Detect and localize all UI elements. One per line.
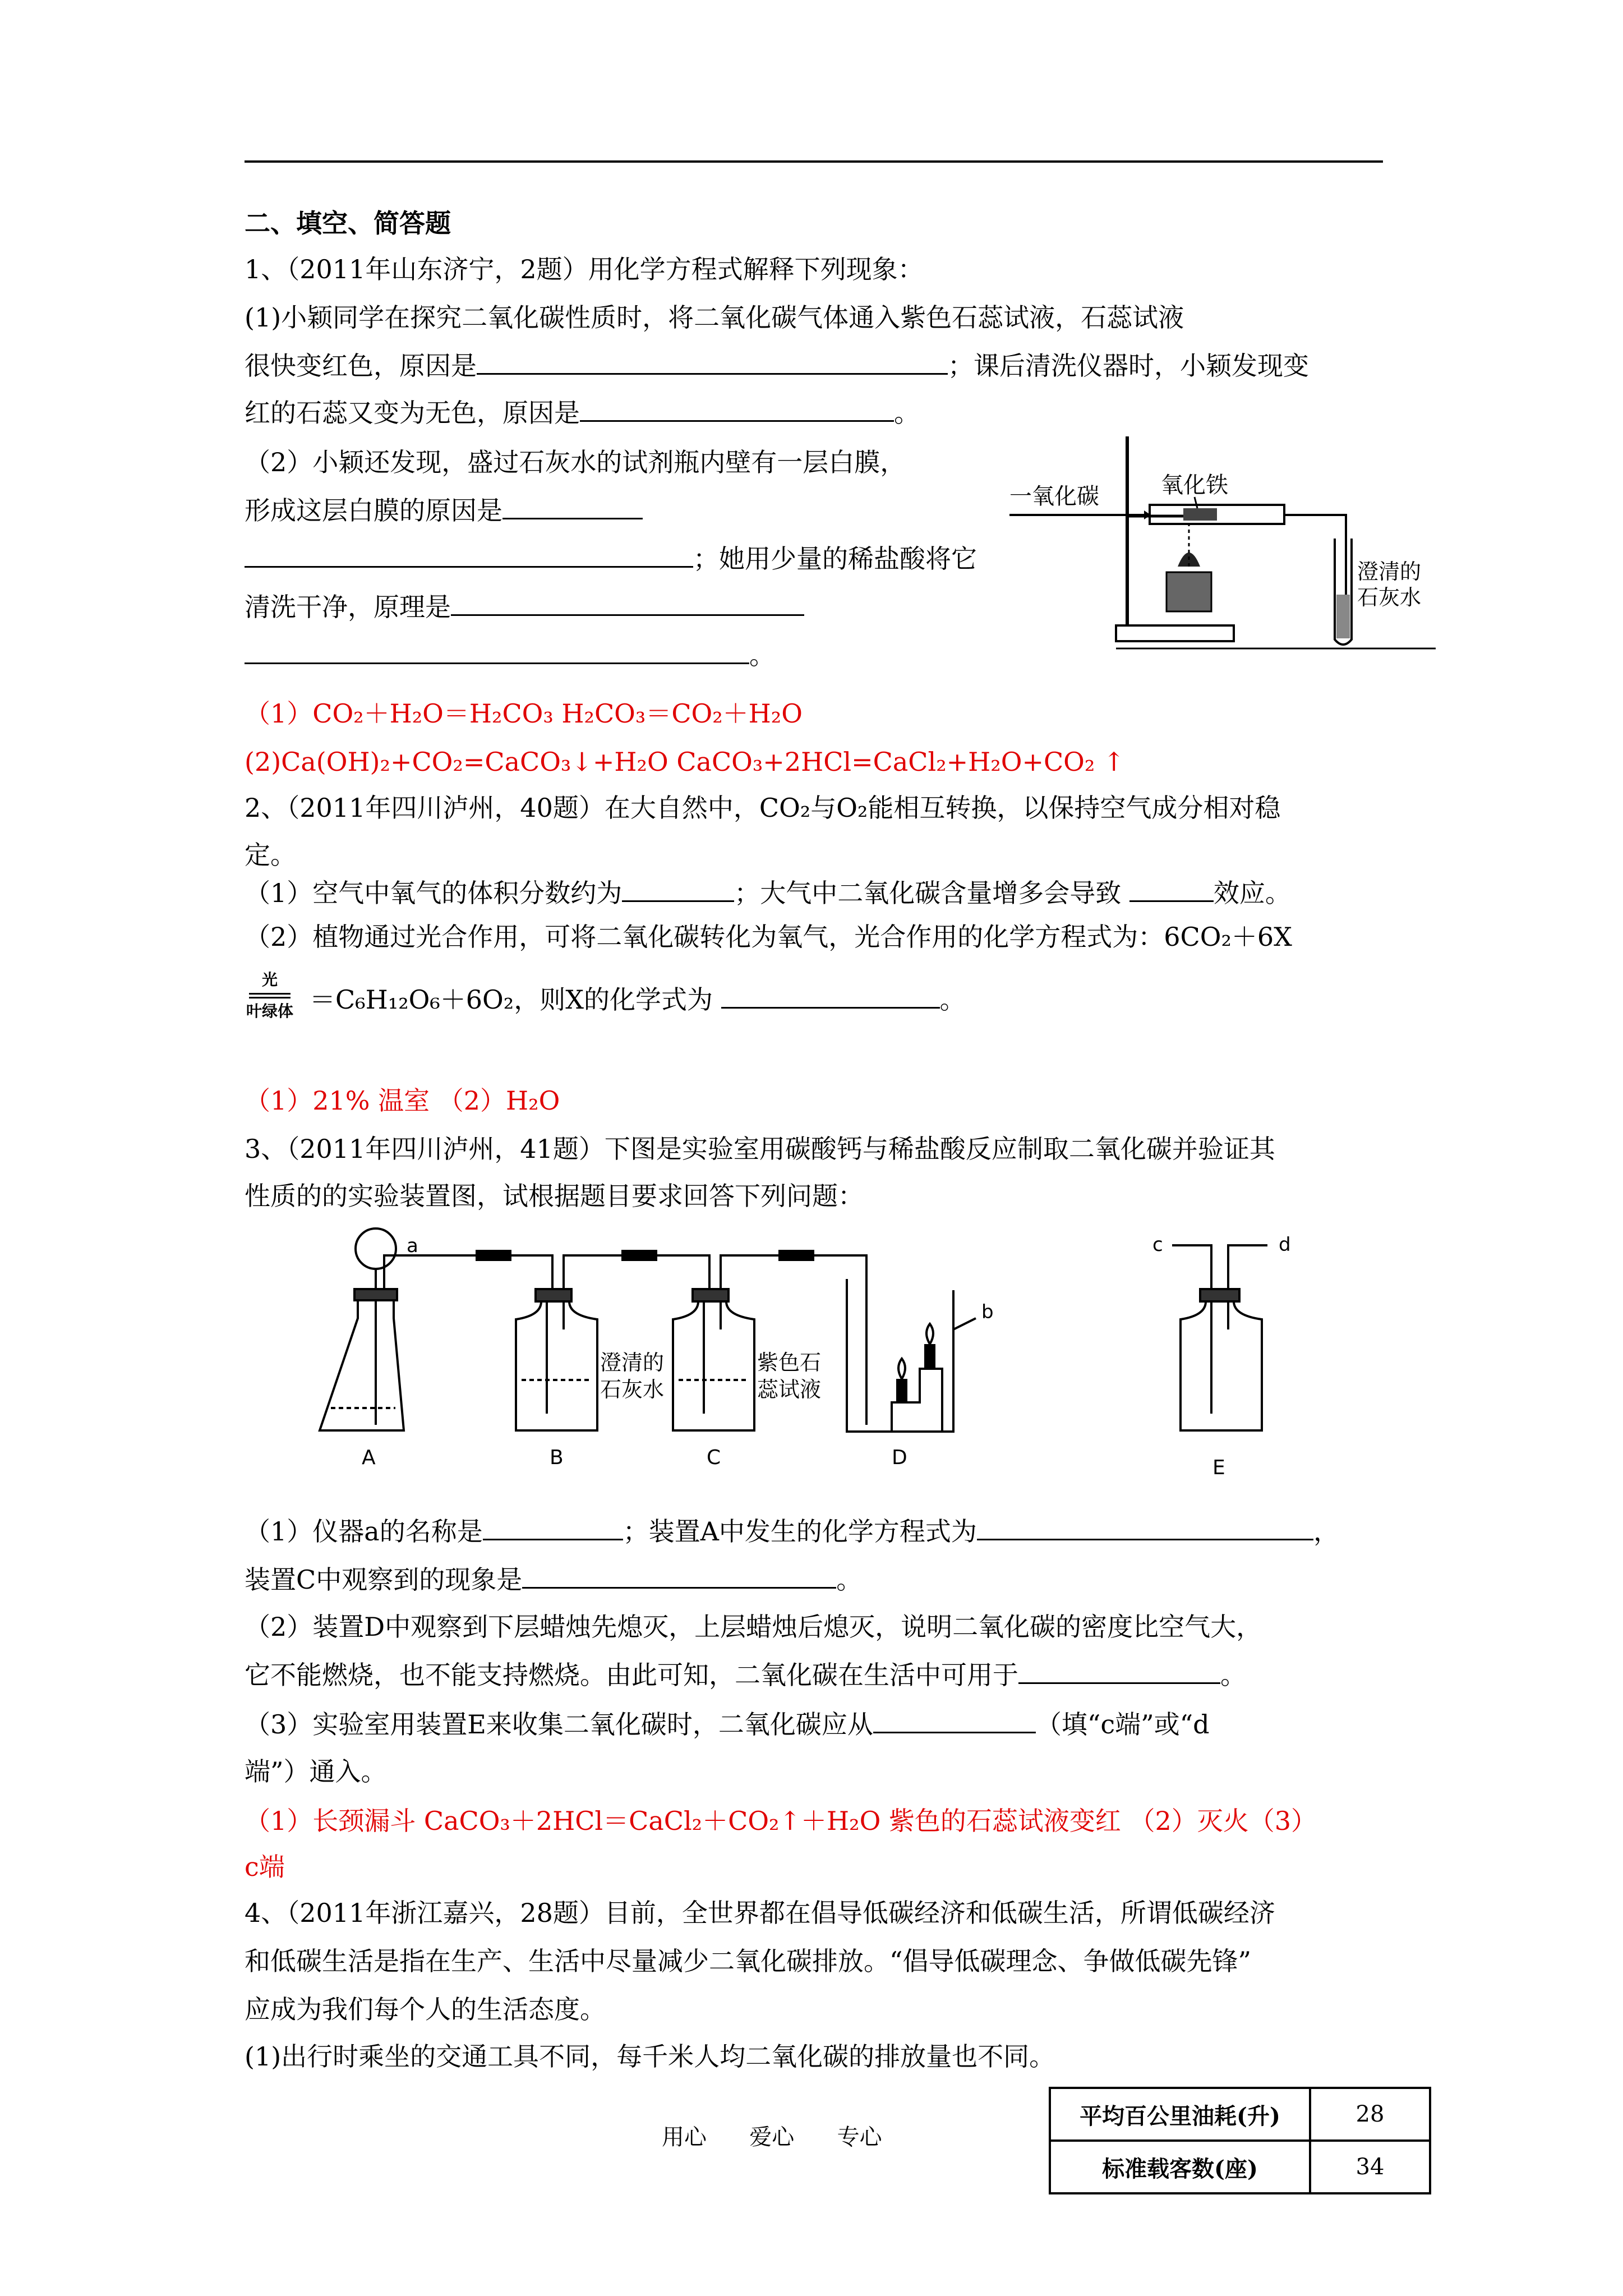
answer-blank[interactable] [522,1565,836,1589]
answer-blank[interactable] [245,640,749,664]
answer-blank[interactable] [977,1516,1313,1540]
answer-blank[interactable] [1129,878,1214,902]
q1-part2-line4: 清洗干净，原理是 [245,590,804,624]
answer-blank[interactable] [245,544,693,568]
answer-blank[interactable] [483,1516,623,1540]
table-cell-label: 标准载客数(座) [1050,2141,1310,2193]
q3-answer-line2: c端 [245,1852,285,1882]
q1-part2-line5: 。 [245,638,775,672]
condition-bar [249,993,291,999]
label-carbon-monoxide: 一氧化碳 [1009,484,1099,509]
table-cell-label: 平均百公里油耗(升) [1050,2088,1310,2141]
q3-part1-line2: 装置C中观察到的现象是 。 [245,1565,863,1595]
answer-blank[interactable] [622,878,734,902]
q2-answer: （1）21% 温室 （2）H₂O [245,1085,560,1116]
q3-part2-line2: 它不能燃烧，也不能支持燃烧。由此可知，二氧化碳在生活中可用于 。 [245,1660,1246,1690]
table-row [1050,2141,1430,2193]
label-a: a [407,1235,418,1257]
q1-part2-line1: （2）小颖还发现，盛过石灰水的试剂瓶内壁有一层白膜， [245,447,906,477]
answer-blank[interactable] [477,351,948,375]
table-row [1050,2088,1430,2141]
q4-part1: (1)出行时乘坐的交通工具不同，每千米人均二氧化碳的排放量也不同。 [245,2041,1055,2072]
q1-part1-line2: 很快变红色，原因是 ；课后清洗仪器时，小颖发现变 [245,351,1309,381]
page-footer: 用心 爱心 专心 [662,2124,882,2150]
q1-answer-line1: （1）CO₂＋H₂O＝H₂CO₃ H₂CO₃＝CO₂＋H₂O [245,698,803,729]
answer-blank[interactable] [721,984,940,1009]
answer-blank[interactable] [1018,1660,1220,1684]
reaction-condition [245,970,295,1021]
condition-chlorophyll: 叶绿体 [246,1002,293,1020]
q4-stem-line2: 和低碳生活是指在生产、生活中尽量减少二氧化碳排放。“倡导低碳理念、争做低碳先锋” [245,1946,1252,1976]
q2-part1: （1）空气中氧气的体积分数约为 ；大气中二氧化碳含量增多会导致 效应。 [245,878,1291,908]
q1-part2-line3: ；她用少量的稀盐酸将它 [245,542,977,576]
q2-part2: （2）植物通过光合作用，可将二氧化碳转化为氧气，光合作用的化学方程式为：6CO₂＋6X [245,922,1292,952]
q2-stem-line2: 定。 [245,840,296,870]
q3-answer-line1: （1）长颈漏斗 CaCO₃＋2HCl＝CaCl₂＋CO₂↑＋H₂O 紫色的石蕊试液变红 （2）灭火（3） [245,1806,1317,1836]
table-cell-value: 28 [1310,2088,1430,2141]
q1-part2-line2: 形成这层白膜的原因是 [245,494,643,527]
label-iron-oxide: 氧化铁 [1161,472,1228,498]
co2-apparatus-figure [314,1223,1335,1498]
label-c: c [1152,1234,1163,1256]
transport-data-table [1049,2087,1431,2194]
q3-part2-line1: （2）装置D中观察到下层蜡烛先熄灭，上层蜡烛后熄灭，说明二氧化碳的密度比空气大， [245,1612,1262,1642]
label-b: b [981,1301,994,1323]
label-A: A [362,1446,376,1469]
label-C: C [707,1446,721,1469]
answer-blank[interactable] [580,398,894,422]
label-litmus-1: 紫色石 [757,1350,822,1375]
answer-blank[interactable] [873,1709,1036,1733]
q3-stem-line2: 性质的的实验装置图，试根据题目要求回答下列问题： [245,1181,864,1211]
q1-part1-line1: (1)小颖同学在探究二氧化碳性质时，将二氧化碳气体通入紫色石蕊试液，石蕊试液 [245,302,1184,333]
label-litmus-2: 蕊试液 [757,1377,822,1402]
q3-part1-line1: （1）仪器a的名称是 ；装置A中发生的化学方程式为 ， [245,1516,1339,1547]
label-E: E [1212,1456,1225,1479]
co-reduction-apparatus-figure [998,426,1436,662]
label-limewater-1: 澄清的 [600,1350,665,1375]
header-rule [245,160,1383,163]
answer-blank[interactable] [502,495,643,519]
q4-stem-line1: 4、（2011年浙江嘉兴，28题）目前，全世界都在倡导低碳经济和低碳生活，所谓低碳经济 [245,1898,1275,1928]
answer-blank[interactable] [451,592,804,616]
label-limewater-2: 石灰水 [600,1377,665,1402]
q2-equation-rest: ＝C₆H₁₂O₆＋6O₂，则X的化学式为 。 [310,984,966,1015]
label-limewater-2: 石灰水 [1357,585,1422,610]
label-limewater-1: 澄清的 [1357,559,1422,584]
q3-part3-line1: （3）实验室用装置E来收集二氧化碳时，二氧化碳应从 （填“c端”或“d [245,1709,1210,1740]
q3-stem-line1: 3、（2011年四川泸州，41题）下图是实验室用碳酸钙与稀盐酸反应制取二氧化碳并验证其 [245,1134,1275,1164]
q1-answer-line2: (2)Ca(OH)₂+CO₂=CaCO₃↓+H₂O CaCO₃+2HCl=CaCl₂+H₂O+CO₂ ↑ [245,747,1125,777]
label-D: D [892,1446,907,1469]
q1-part1-line3: 红的石蕊又变为无色，原因是 。 [245,398,920,428]
label-d: d [1279,1234,1291,1256]
q2-stem-line1: 2、（2011年四川泸州，40题）在大自然中，CO₂与O₂能相互转换，以保持空气成分相对稳 [245,793,1281,823]
q3-part3-line2: 端”）通入。 [245,1756,387,1787]
table-cell-value: 34 [1310,2141,1430,2193]
section-title: 二、填空、简答题 [245,208,451,238]
q4-stem-line3: 应成为我们每个人的生活态度。 [245,1994,606,2024]
condition-light: 光 [261,970,278,989]
q1-stem: 1、（2011年山东济宁，2题）用化学方程式解释下列现象： [245,254,924,284]
label-B: B [550,1446,564,1469]
